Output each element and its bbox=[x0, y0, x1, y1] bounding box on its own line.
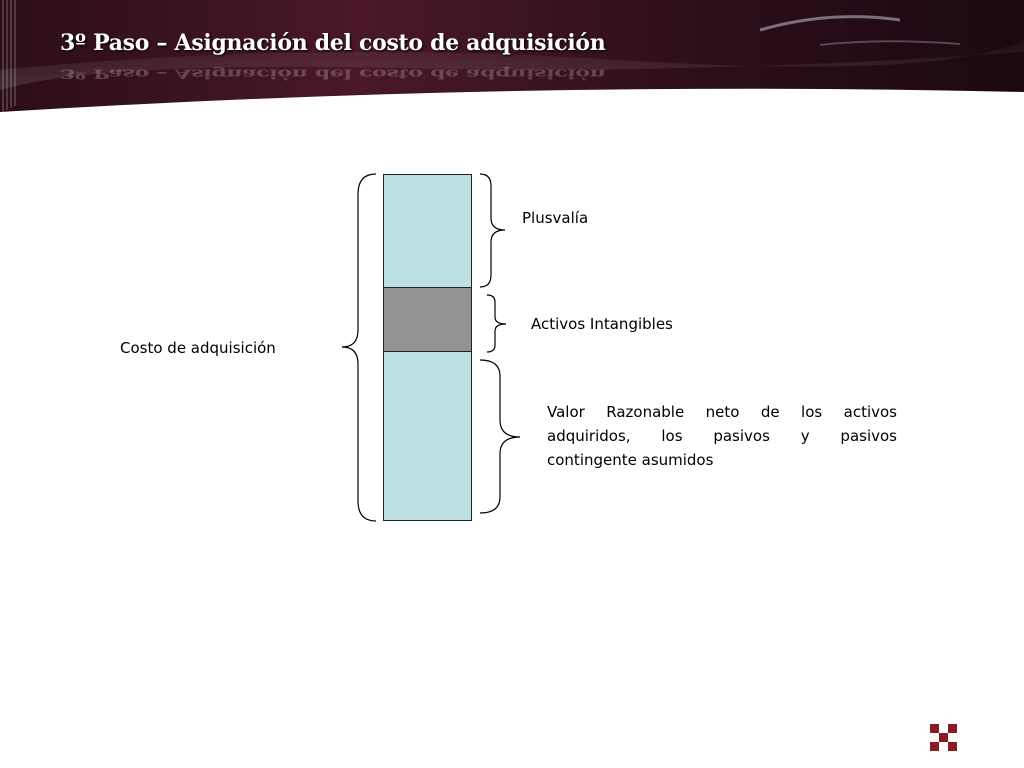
slide-title: 3º Paso – Asignación del costo de adquisición bbox=[60, 30, 606, 56]
logo-square bbox=[948, 742, 957, 751]
label-activos-intangibles: Activos Intangibles bbox=[531, 315, 673, 333]
logo-square bbox=[939, 733, 948, 742]
label-valor-razonable-line-3: contingente asumidos bbox=[547, 451, 714, 469]
slide-title-reflection: 3º Paso – Asignación del costo de adquisición bbox=[60, 66, 606, 82]
corner-logo bbox=[930, 724, 960, 754]
brace-plusvalia bbox=[480, 174, 505, 287]
left-brace bbox=[342, 174, 376, 521]
brace-valor-razonable bbox=[480, 360, 520, 513]
label-valor-razonable-line-1: Valor Razonable neto de los activos bbox=[547, 403, 897, 421]
label-plusvalia: Plusvalía bbox=[522, 209, 589, 227]
logo-square bbox=[948, 724, 957, 733]
label-valor-razonable-line-2: adquiridos, los pasivos y pasivos bbox=[547, 427, 897, 445]
label-valor-razonable bbox=[547, 400, 897, 472]
brace-activos-intangibles bbox=[487, 295, 506, 352]
label-costo-adquisicion: Costo de adquisición bbox=[120, 339, 276, 357]
logo-square bbox=[930, 724, 939, 733]
logo-square bbox=[930, 742, 939, 751]
